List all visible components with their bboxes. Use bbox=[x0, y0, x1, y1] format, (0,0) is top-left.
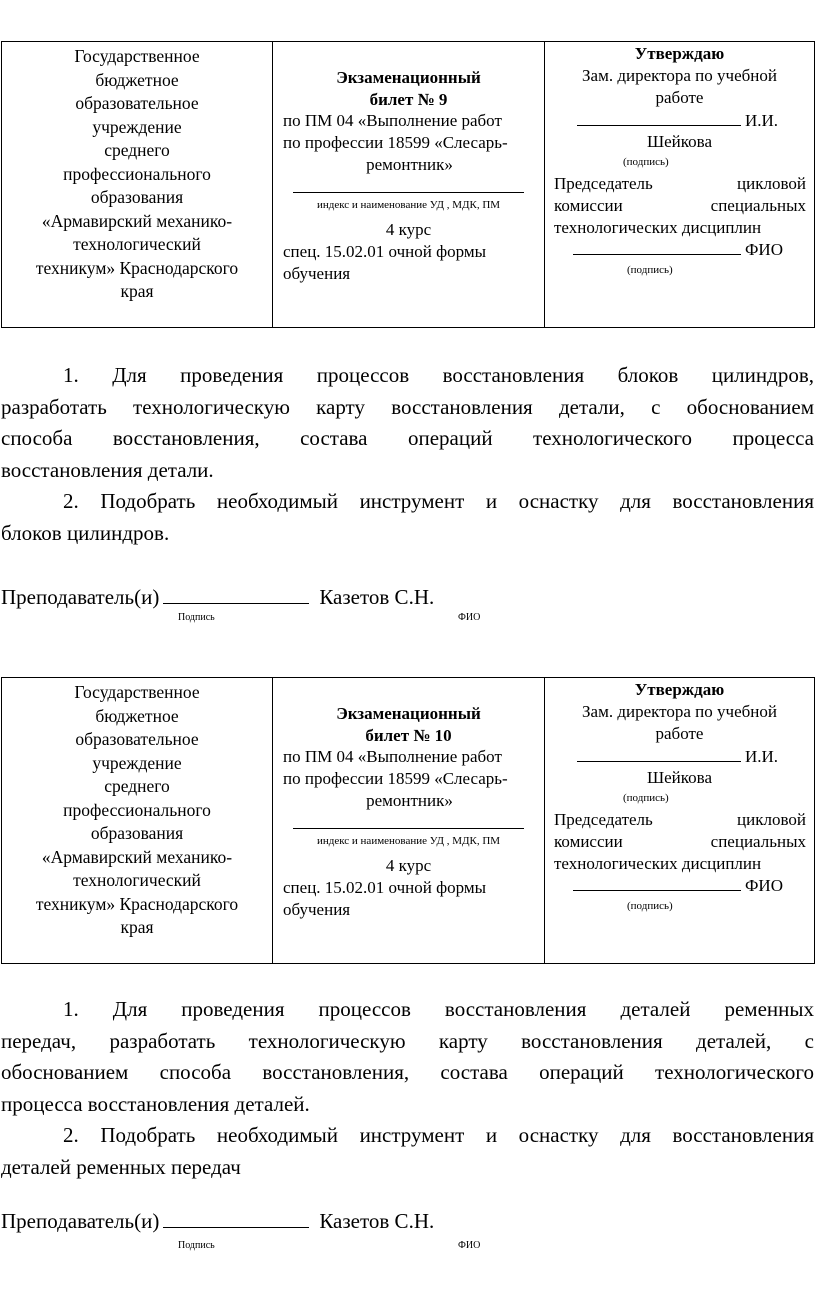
chair-line: технологических дисциплин bbox=[554, 218, 762, 237]
sign-caption: Подпись bbox=[178, 1240, 215, 1251]
chair-title bbox=[554, 809, 806, 875]
specialty-line: обучения bbox=[283, 900, 351, 919]
task-line: обоснованием способа восстановления, состава операций технологического bbox=[1, 1060, 814, 1084]
module-line: по ПМ 04 «Выполнение работ bbox=[283, 747, 502, 766]
specialty-line: спец. 15.02.01 очной формы bbox=[283, 242, 487, 261]
org-line: бюджетное bbox=[95, 69, 179, 90]
signature-caption: (подпись) bbox=[623, 156, 669, 168]
chair-line: Председатель цикловой bbox=[554, 810, 806, 829]
approve-heading: Утверждаю bbox=[634, 44, 725, 63]
org-line: среднего bbox=[104, 140, 170, 160]
org-line: Государственное bbox=[74, 46, 200, 66]
director-line: Зам. директора по учебной bbox=[582, 702, 777, 721]
signature-underline bbox=[573, 876, 741, 891]
task-list bbox=[1, 360, 814, 549]
org-line: среднего bbox=[104, 776, 170, 796]
director-name: Шейкова bbox=[646, 768, 713, 787]
teacher-label: Преподаватель(и) bbox=[1, 1209, 160, 1233]
chair-name: ФИО bbox=[745, 876, 783, 895]
signature-underline bbox=[577, 747, 741, 762]
teacher-signature-underline bbox=[163, 585, 309, 604]
task-line: восстановления детали. bbox=[1, 457, 214, 482]
chair-signature-line bbox=[573, 239, 783, 261]
director-title bbox=[545, 701, 814, 745]
ticket-title-line: Экзаменационный bbox=[336, 704, 481, 723]
ticket-number: билет № 10 bbox=[365, 726, 452, 745]
director-name: Шейкова bbox=[646, 132, 713, 151]
teacher-name: Казетов С.Н. bbox=[319, 585, 435, 609]
director-line: Зам. директора по учебной bbox=[582, 66, 777, 85]
module-line: ремонтник» bbox=[366, 791, 453, 810]
task-line: 2. Подобрать необходимый инструмент и оснастку для восстановления bbox=[63, 489, 814, 513]
org-line: «Армавирский механико- bbox=[41, 210, 233, 231]
course: 4 курс bbox=[385, 856, 432, 875]
org-line: технологический bbox=[73, 870, 201, 890]
ticket-number: билет № 9 bbox=[369, 90, 448, 109]
org-line: профессионального bbox=[63, 799, 211, 820]
approve-heading: Утверждаю bbox=[634, 680, 725, 699]
director-signature-line bbox=[577, 110, 778, 132]
task-item bbox=[1, 1120, 814, 1183]
task-line: деталей ременных передач bbox=[1, 1154, 241, 1179]
signature-caption: (подпись) bbox=[627, 900, 673, 912]
chair-line: Председатель цикловой bbox=[554, 174, 806, 193]
director-initials: И.И. bbox=[745, 111, 779, 130]
org-line: образовательное bbox=[75, 93, 199, 113]
course: 4 курс bbox=[385, 220, 432, 239]
teacher-name: Казетов С.Н. bbox=[319, 1209, 435, 1233]
org-line: технологический bbox=[73, 234, 201, 254]
org-line: края bbox=[120, 917, 154, 937]
chair-line: комиссии специальных bbox=[554, 832, 806, 851]
teacher-signature-underline bbox=[163, 1209, 309, 1228]
org-line: образовательное bbox=[75, 729, 199, 749]
module-line: по ПМ 04 «Выполнение работ bbox=[283, 111, 502, 130]
signature-underline bbox=[573, 240, 741, 255]
director-line: работе bbox=[655, 88, 704, 107]
org-line: профессионального bbox=[63, 163, 211, 184]
task-line: разработать технологическую карту восстановления детали, с обоснованием bbox=[1, 394, 814, 419]
org-line: бюджетное bbox=[95, 705, 179, 726]
task-line: процесса восстановления деталей. bbox=[1, 1091, 310, 1116]
director-initials: И.И. bbox=[745, 747, 779, 766]
task-line: 1. Для проведения процессов восстановления деталей ременных bbox=[63, 997, 814, 1021]
sign-caption: Подпись bbox=[178, 612, 215, 623]
director-line: работе bbox=[655, 724, 704, 743]
org-line: Государственное bbox=[74, 682, 200, 702]
chair-name: ФИО bbox=[745, 240, 783, 259]
index-caption: индекс и наименование УД , МДК, ПМ bbox=[316, 199, 501, 211]
signature-caption: (подпись) bbox=[623, 792, 669, 804]
director-signature-line bbox=[577, 746, 778, 768]
module-line: по профессии 18599 «Слесарь- bbox=[283, 133, 508, 152]
org-line: техникум» Краснодарского bbox=[35, 257, 239, 278]
ticket-header-table bbox=[1, 41, 815, 328]
index-underline bbox=[293, 192, 524, 193]
org-line: техникум» Краснодарского bbox=[35, 893, 239, 914]
chair-signature-line bbox=[573, 875, 783, 897]
ticket-header-table bbox=[1, 677, 815, 964]
fio-caption: ФИО bbox=[458, 612, 481, 623]
task-list bbox=[1, 994, 814, 1183]
task-line: 1. Для проведения процессов восстановления блоков цилиндров, bbox=[63, 363, 814, 387]
teacher-label: Преподаватель(и) bbox=[1, 585, 160, 609]
org-line: образования bbox=[90, 823, 184, 843]
organization-cell bbox=[2, 678, 273, 963]
org-line: «Армавирский механико- bbox=[41, 846, 233, 867]
module-description bbox=[283, 746, 536, 812]
ticket-title bbox=[273, 67, 544, 111]
task-line: 2. Подобрать необходимый инструмент и оснастку для восстановления bbox=[63, 1123, 814, 1147]
specialty-line: спец. 15.02.01 очной формы bbox=[283, 878, 487, 897]
org-line: края bbox=[120, 281, 154, 301]
chair-line: комиссии специальных bbox=[554, 196, 806, 215]
signature-caption: (подпись) bbox=[627, 264, 673, 276]
exam-ticket-cell bbox=[273, 42, 545, 327]
ticket-title-line: Экзаменационный bbox=[336, 68, 481, 87]
org-line: учреждение bbox=[92, 116, 182, 137]
module-line: по профессии 18599 «Слесарь- bbox=[283, 769, 508, 788]
org-line: учреждение bbox=[92, 752, 182, 773]
teacher-signature-row bbox=[1, 585, 434, 610]
ticket-title bbox=[273, 703, 544, 747]
task-line: передач, разработать технологическую карту восстановления деталей, с bbox=[1, 1028, 814, 1053]
org-line: образования bbox=[90, 187, 184, 207]
task-item bbox=[1, 994, 814, 1120]
organization-cell bbox=[2, 42, 273, 327]
specialty-line: обучения bbox=[283, 264, 351, 283]
approval-cell bbox=[545, 678, 814, 963]
task-line: способа восстановления, состава операций технологического процесса bbox=[1, 426, 814, 450]
module-description bbox=[283, 110, 536, 176]
task-item bbox=[1, 486, 814, 549]
signature-underline bbox=[577, 111, 741, 126]
chair-line: технологических дисциплин bbox=[554, 854, 762, 873]
task-line: блоков цилиндров. bbox=[1, 520, 170, 545]
index-underline bbox=[293, 828, 524, 829]
approval-cell bbox=[545, 42, 814, 327]
module-line: ремонтник» bbox=[366, 155, 453, 174]
index-caption: индекс и наименование УД , МДК, ПМ bbox=[316, 835, 501, 847]
fio-caption: ФИО bbox=[458, 1240, 481, 1251]
chair-title bbox=[554, 173, 806, 239]
task-item bbox=[1, 360, 814, 486]
director-title bbox=[545, 65, 814, 109]
specialty bbox=[283, 877, 536, 921]
specialty bbox=[283, 241, 536, 285]
teacher-signature-row bbox=[1, 1209, 434, 1234]
exam-ticket-cell bbox=[273, 678, 545, 963]
